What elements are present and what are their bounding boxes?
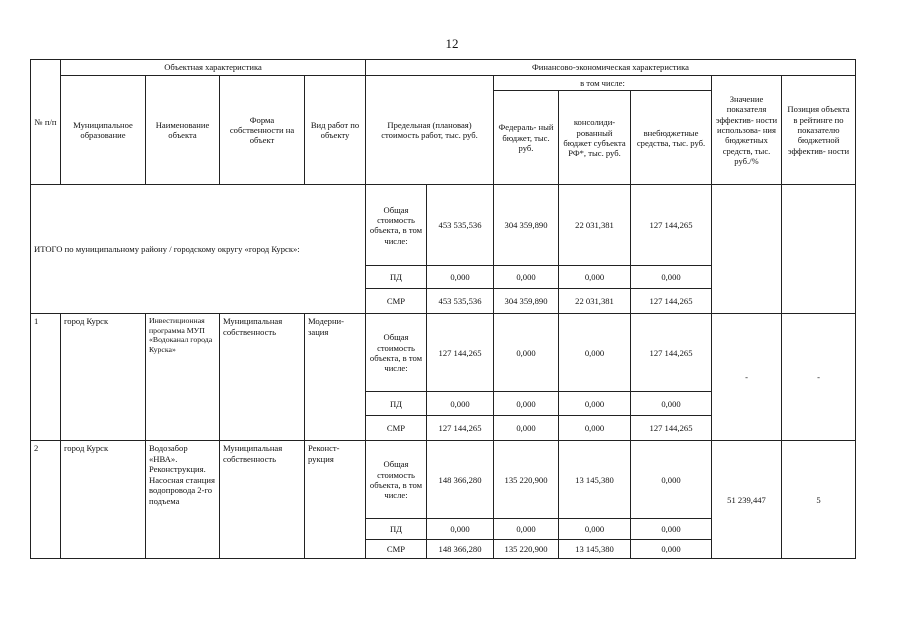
col-no-header: № п/п bbox=[31, 60, 61, 185]
object-1-general-label: Общая стоимость объекта, в том числе: bbox=[366, 314, 427, 392]
object-1-efficiency: - bbox=[712, 314, 782, 441]
rating-header: Позиция объекта в рейтинге по показателю бюджетной эффектив- ности bbox=[782, 76, 856, 185]
total-pd-federal: 0,000 bbox=[494, 266, 559, 289]
object-2-regional: 13 145,380 bbox=[559, 441, 631, 519]
object-2-pd-extrabudget: 0,000 bbox=[631, 519, 712, 540]
object-1-general-row bbox=[31, 314, 856, 392]
object-1-extrabudget: 127 144,265 bbox=[631, 314, 712, 392]
object-2-extrabudget: 0,000 bbox=[631, 441, 712, 519]
total-federal: 304 359,890 bbox=[494, 185, 559, 266]
federal-header: Федераль- ный бюджет, тыс. руб. bbox=[494, 91, 559, 185]
object-2-cost: 148 366,280 bbox=[427, 441, 494, 519]
object-2-municipality: город Курск bbox=[61, 441, 146, 559]
object-1-smr-cost: 127 144,265 bbox=[427, 416, 494, 441]
object-2-smr-cost: 148 366,280 bbox=[427, 540, 494, 559]
total-pd-extrabudget: 0,000 bbox=[631, 266, 712, 289]
object-1-pd-cost: 0,000 bbox=[427, 392, 494, 416]
object-1-municipality: город Курск bbox=[61, 314, 146, 441]
total-general-label: Общая стоимость объекта, в том числе: bbox=[366, 185, 427, 266]
total-cost: 453 535,536 bbox=[427, 185, 494, 266]
total-label: ИТОГО по муниципальному району / городскому округу «город Курск»: bbox=[31, 185, 366, 314]
object-2-pd-label: ПД bbox=[366, 519, 427, 540]
object-1-ownership: Муниципальная собственность bbox=[220, 314, 305, 441]
total-smr-cost: 453 535,536 bbox=[427, 289, 494, 314]
including-header: в том числе: bbox=[494, 76, 712, 91]
total-regional: 22 031,381 bbox=[559, 185, 631, 266]
object-1-pd-regional: 0,000 bbox=[559, 392, 631, 416]
total-pd-label: ПД bbox=[366, 266, 427, 289]
object-2-general-row bbox=[31, 441, 856, 519]
object-1-smr-extrabudget: 127 144,265 bbox=[631, 416, 712, 441]
object-1-rating: - bbox=[782, 314, 856, 441]
page-number: 12 bbox=[445, 36, 459, 51]
object-2-efficiency: 51 239,447 bbox=[712, 441, 782, 559]
total-efficiency-cell bbox=[712, 185, 782, 314]
object-1-work: Модерни- зация bbox=[305, 314, 366, 441]
object-1-smr-federal: 0,000 bbox=[494, 416, 559, 441]
object-1-no: 1 bbox=[31, 314, 61, 441]
object-2-work: Реконст- рукция bbox=[305, 441, 366, 559]
object-2-rating: 5 bbox=[782, 441, 856, 559]
cost-header: Предельная (плановая) стоимость работ, тыс. руб. bbox=[366, 76, 494, 185]
group-object-header: Объектная характеристика bbox=[61, 60, 366, 76]
total-pd-cost: 0,000 bbox=[427, 266, 494, 289]
regional-header: консолиди- рованный бюджет субъекта РФ*, тыс. руб. bbox=[559, 91, 631, 185]
total-smr-label: СМР bbox=[366, 289, 427, 314]
object-2-smr-federal: 135 220,900 bbox=[494, 540, 559, 559]
object-2-pd-cost: 0,000 bbox=[427, 519, 494, 540]
object-1-smr-regional: 0,000 bbox=[559, 416, 631, 441]
object-2-no: 2 bbox=[31, 441, 61, 559]
municipality-header: Муниципальное образование bbox=[61, 76, 146, 185]
total-extrabudget: 127 144,265 bbox=[631, 185, 712, 266]
total-smr-extrabudget: 127 144,265 bbox=[631, 289, 712, 314]
object-name-header: Наименование объекта bbox=[146, 76, 220, 185]
efficiency-header: Значение показателя эффектив- ности использова- ния бюджетных средств, тыс. руб./% bbox=[712, 76, 782, 185]
object-1-pd-extrabudget: 0,000 bbox=[631, 392, 712, 416]
total-smr-regional: 22 031,381 bbox=[559, 289, 631, 314]
total-rating-cell bbox=[782, 185, 856, 314]
object-1-regional: 0,000 bbox=[559, 314, 631, 392]
object-2-pd-federal: 0,000 bbox=[494, 519, 559, 540]
total-smr-federal: 304 359,890 bbox=[494, 289, 559, 314]
object-2-general-label: Общая стоимость объекта, в том числе: bbox=[366, 441, 427, 519]
object-2-smr-extrabudget: 0,000 bbox=[631, 540, 712, 559]
extrabudget-header: внебюджетные средства, тыс. руб. bbox=[631, 91, 712, 185]
total-general-row bbox=[31, 185, 856, 266]
budget-table bbox=[30, 59, 856, 559]
object-2-federal: 135 220,900 bbox=[494, 441, 559, 519]
object-1-smr-label: СМР bbox=[366, 416, 427, 441]
work-type-header: Вид работ по объекту bbox=[305, 76, 366, 185]
object-1-federal: 0,000 bbox=[494, 314, 559, 392]
object-2-smr-label: СМР bbox=[366, 540, 427, 559]
total-pd-regional: 0,000 bbox=[559, 266, 631, 289]
group-finance-header: Финансово-экономическая характеристика bbox=[366, 60, 856, 76]
object-1-pd-label: ПД bbox=[366, 392, 427, 416]
object-2-pd-regional: 0,000 bbox=[559, 519, 631, 540]
object-1-cost: 127 144,265 bbox=[427, 314, 494, 392]
ownership-header: Форма собственности на объект bbox=[220, 76, 305, 185]
object-1-name: Инвестиционная программа МУП «Водоканал города Курска» bbox=[146, 314, 220, 441]
object-1-pd-federal: 0,000 bbox=[494, 392, 559, 416]
object-2-name: Водозабор «НВА». Реконструкция. Насосная станция водопровода 2-го подъема bbox=[146, 441, 220, 559]
object-2-smr-regional: 13 145,380 bbox=[559, 540, 631, 559]
object-2-ownership: Муниципальная собственность bbox=[220, 441, 305, 559]
